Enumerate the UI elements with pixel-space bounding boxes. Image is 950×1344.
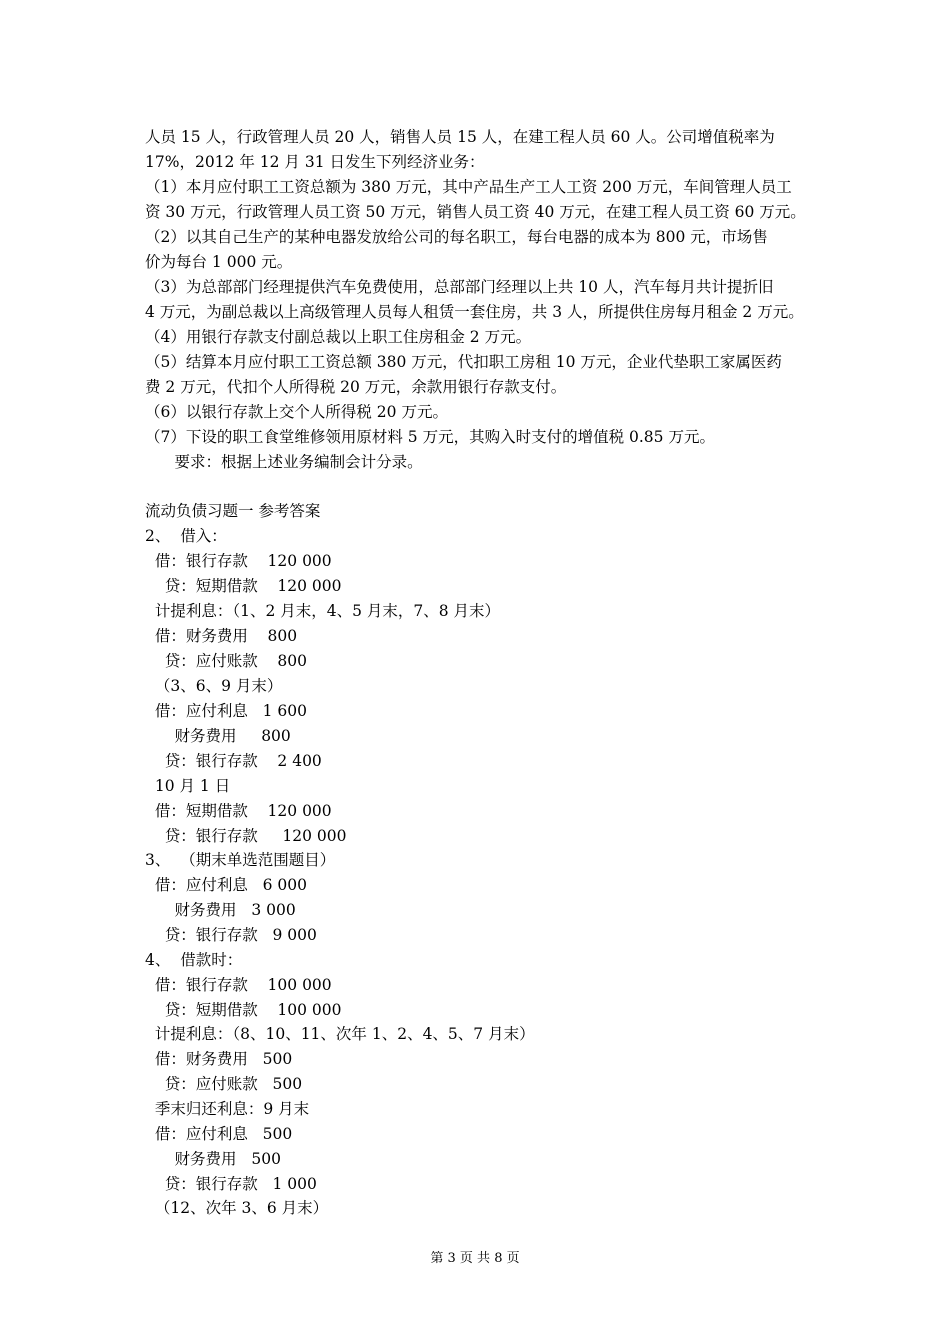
answer-line: 借：短期借款 120 000: [145, 802, 332, 820]
answer-heading: 流动负债习题一 参考答案: [145, 502, 321, 520]
answer-line: （3、6、9 月末）: [145, 677, 283, 695]
answer-line: 贷：银行存款 1 000: [145, 1175, 317, 1193]
answer-line: 借：财务费用 800: [145, 627, 298, 645]
problem-line: （3）为总部部门经理提供汽车免费使用，总部部门经理以上共 10 人，汽车每月共计提折旧: [145, 278, 774, 296]
answer-line: 借：应付利息 500: [145, 1125, 293, 1143]
problem-line: （4）用银行存款支付副总裁以上职工住房租金 2 万元。: [145, 328, 532, 346]
answer-line: 借：应付利息 1 600: [145, 702, 308, 720]
answer-line: 借：应付利息 6 000: [145, 876, 308, 894]
answer-line: 财务费用 500: [145, 1150, 281, 1168]
answer-line: 借：财务费用 500: [145, 1050, 293, 1068]
answer-line: 计提利息：（1、2 月末，4、5 月末，7、8 月末）: [145, 602, 501, 620]
answer-line: 4、 借款时：: [145, 951, 243, 969]
answer-line: 计提利息：（8、10、11、次年 1、2、4、5、7 月末）: [145, 1025, 535, 1043]
answer-line: 2、 借入：: [145, 527, 227, 545]
problem-line: 费 2 万元，代扣个人所得税 20 万元，余款用银行存款支付。: [145, 378, 567, 396]
answer-line: 贷：银行存款 120 000: [145, 827, 347, 845]
problem-line: （6）以银行存款上交个人所得税 20 万元。: [145, 403, 448, 421]
answer-line: 贷：银行存款 2 400: [145, 752, 322, 770]
answer-line: 财务费用 3 000: [145, 901, 296, 919]
answer-line: （12、次年 3、6 月末）: [145, 1199, 329, 1217]
requirement-line: 要求：根据上述业务编制会计分录。: [145, 453, 423, 471]
page-number-footer: 第 3 页 共 8 页: [430, 1251, 520, 1266]
problem-line: 人员 15 人，行政管理人员 20 人，销售人员 15 人，在建工程人员 60 人。公司增值税率为: [145, 128, 775, 146]
answer-line: 贷：短期借款 100 000: [145, 1001, 342, 1019]
answer-line: 借：银行存款 100 000: [145, 976, 332, 994]
answer-line: 3、 （期末单选范围题目）: [145, 851, 336, 869]
answer-line: 贷：银行存款 9 000: [145, 926, 317, 944]
answer-line: 季末归还利息：9 月末: [145, 1100, 310, 1118]
answer-line: 贷：应付账款 800: [145, 652, 308, 670]
problem-line: （7）下设的职工食堂维修领用原材料 5 万元，其购入时支付的增值税 0.85 万元。: [145, 428, 715, 446]
answer-line: 10 月 1 日: [145, 777, 231, 795]
answer-line: 借：银行存款 120 000: [145, 552, 332, 570]
answer-line: 贷：应付账款 500: [145, 1075, 303, 1093]
problem-line: （1）本月应付职工工资总额为 380 万元，其中产品生产工人工资 200 万元，车间管理人员工: [145, 178, 792, 196]
answer-line: 财务费用 800: [145, 727, 291, 745]
problem-line: 资 30 万元，行政管理人员工资 50 万元，销售人员工资 40 万元，在建工程人员工资 60 万元。: [145, 203, 806, 221]
problem-line: 4 万元，为副总裁以上高级管理人员每人租赁一套住房，共 3 人，所提供住房每月租金 2 万元。: [145, 303, 804, 321]
problem-line: （5）结算本月应付职工工资总额 380 万元，代扣职工房租 10 万元，企业代垫职工家属医药: [145, 353, 782, 371]
problem-line: 17%，2012 年 12 月 31 日发生下列经济业务：: [145, 153, 485, 171]
problem-line: （2）以其自己生产的某种电器发放给公司的每名职工，每台电器的成本为 800 元，市场售: [145, 228, 768, 246]
answer-line: 贷：短期借款 120 000: [145, 577, 342, 595]
problem-line: 价为每台 1 000 元。: [145, 253, 293, 271]
